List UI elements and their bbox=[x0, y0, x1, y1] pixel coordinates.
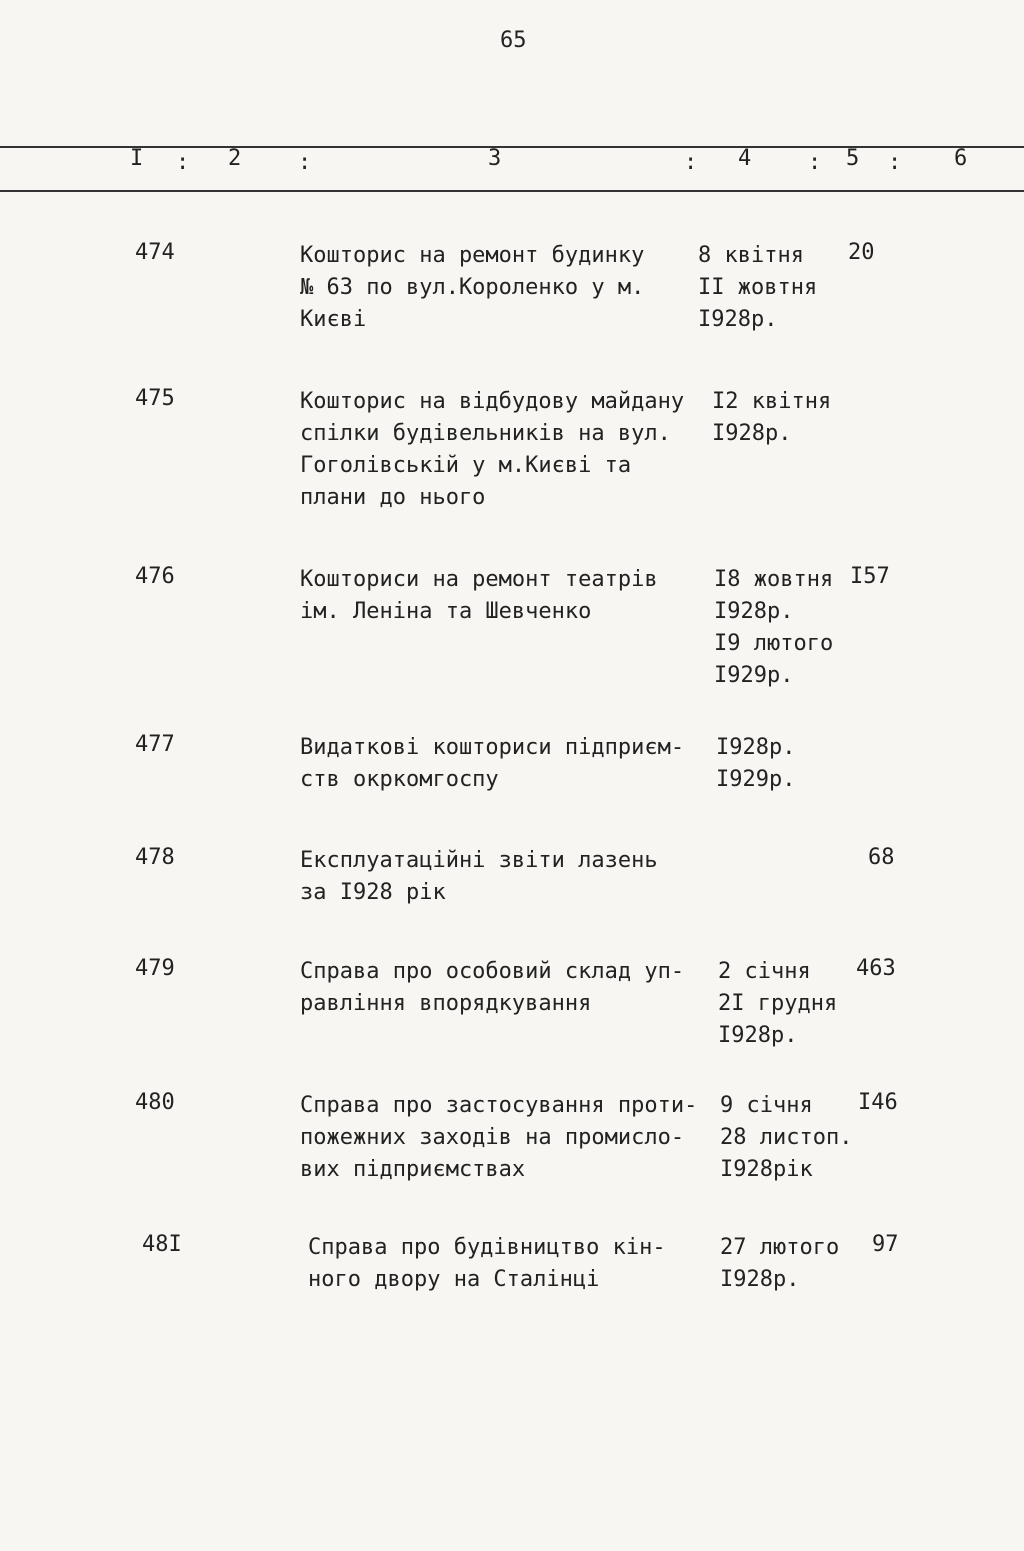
entry-sheet-count: 97 bbox=[872, 1232, 899, 1257]
entry-date-line: I928р. bbox=[698, 307, 778, 332]
entry-date-line: I8 жовтня bbox=[714, 567, 834, 592]
column-header-3: 3 bbox=[488, 146, 502, 171]
entry-number: 48I bbox=[142, 1232, 182, 1257]
column-separator: : bbox=[298, 150, 312, 175]
column-header-6: 6 bbox=[954, 146, 968, 171]
page-number: 65 bbox=[500, 28, 527, 53]
entry-title-line: спілки будівельників на вул. bbox=[300, 421, 671, 446]
header-top-rule bbox=[0, 146, 1024, 148]
entry-title bbox=[300, 732, 720, 796]
entry-title bbox=[308, 1232, 728, 1296]
entry-title-line: равління впорядкування bbox=[300, 991, 592, 1016]
entry-date-line: 27 лютого bbox=[720, 1235, 840, 1260]
entry-title-line: вих підприємствах bbox=[300, 1157, 526, 1182]
entry-title-line: пожежних заходів на промисло- bbox=[300, 1125, 685, 1150]
entry-title-line: Справа про будівництво кін- bbox=[308, 1235, 666, 1260]
entry-title-line: Гоголівській у м.Києві та bbox=[300, 453, 632, 478]
entry-sheet-count: 463 bbox=[856, 956, 896, 981]
entry-dates bbox=[720, 1232, 839, 1296]
entry-number: 476 bbox=[135, 564, 175, 589]
entry-date-line: I928рік bbox=[720, 1157, 813, 1182]
column-separator: : bbox=[176, 150, 190, 175]
entry-title-line: Експлуатаційні звіти лазень bbox=[300, 848, 658, 873]
column-header-4: 4 bbox=[738, 146, 752, 171]
entry-number: 474 bbox=[135, 240, 175, 265]
entry-title-line: ного двору на Сталінці bbox=[308, 1267, 600, 1292]
entry-date-line: 2 січня bbox=[718, 959, 811, 984]
entry-title-line: Справа про особовий склад уп- bbox=[300, 959, 685, 984]
entry-title-line: № 63 по вул.Короленко у м. bbox=[300, 275, 645, 300]
entry-date-line: 2I грудня bbox=[718, 991, 838, 1016]
entry-date-line: 28 листоп. bbox=[720, 1125, 853, 1150]
entry-number: 479 bbox=[135, 956, 175, 981]
entry-date-line: I2 квітня bbox=[712, 389, 832, 414]
entry-title-line: Києві bbox=[300, 307, 367, 332]
column-header-2: 2 bbox=[228, 146, 242, 171]
entry-date-line: I928р. bbox=[716, 735, 796, 760]
header-bottom-rule bbox=[0, 190, 1024, 192]
entry-date-line: 9 січня bbox=[720, 1093, 813, 1118]
entry-title bbox=[300, 386, 720, 514]
entry-date-line: I929р. bbox=[716, 767, 796, 792]
entry-title-line: Кошторис на відбудову майдану bbox=[300, 389, 685, 414]
entry-dates bbox=[718, 956, 837, 1052]
entry-title-line: за I928 рік bbox=[300, 880, 446, 905]
entry-title bbox=[300, 1090, 720, 1186]
entry-title-line: ім. Леніна та Шевченко bbox=[300, 599, 592, 624]
column-header-1: I bbox=[130, 146, 144, 171]
entry-dates bbox=[698, 240, 817, 336]
entry-sheet-count: 68 bbox=[868, 845, 895, 870]
entry-date-line: I928р. bbox=[718, 1023, 798, 1048]
entry-dates bbox=[714, 564, 833, 692]
entry-date-line: I929р. bbox=[714, 663, 794, 688]
entry-title-line: плани до нього bbox=[300, 485, 486, 510]
entry-sheet-count: I46 bbox=[858, 1090, 898, 1115]
entry-title-line: Справа про застосування проти- bbox=[300, 1093, 698, 1118]
entry-date-line: I928р. bbox=[714, 599, 794, 624]
column-separator: : bbox=[888, 150, 902, 175]
column-separator: : bbox=[808, 150, 822, 175]
entry-title bbox=[300, 956, 720, 1020]
entry-date-line: 8 квітня bbox=[698, 243, 804, 268]
entry-sheet-count: I57 bbox=[850, 564, 890, 589]
entry-title-line: ств окркомгоспу bbox=[300, 767, 499, 792]
entry-dates bbox=[712, 386, 831, 450]
entry-dates bbox=[716, 732, 795, 796]
entry-number: 478 bbox=[135, 845, 175, 870]
entry-sheet-count: 20 bbox=[848, 240, 875, 265]
entry-title bbox=[300, 564, 720, 628]
entry-title-line: Кошториси на ремонт театрів bbox=[300, 567, 658, 592]
entry-dates bbox=[720, 1090, 852, 1186]
entry-title bbox=[300, 240, 720, 336]
entry-title-line: Кошторис на ремонт будинку bbox=[300, 243, 645, 268]
entry-title-line: Видаткові кошториси підприєм- bbox=[300, 735, 685, 760]
column-header-5: 5 bbox=[846, 146, 860, 171]
entry-date-line: II жовтня bbox=[698, 275, 818, 300]
entry-date-line: I9 лютого bbox=[714, 631, 834, 656]
column-separator: : bbox=[684, 150, 698, 175]
entry-title bbox=[300, 845, 720, 909]
entry-date-line: I928р. bbox=[712, 421, 792, 446]
entry-number: 480 bbox=[135, 1090, 175, 1115]
entry-number: 475 bbox=[135, 386, 175, 411]
entry-number: 477 bbox=[135, 732, 175, 757]
entry-date-line: I928р. bbox=[720, 1267, 800, 1292]
